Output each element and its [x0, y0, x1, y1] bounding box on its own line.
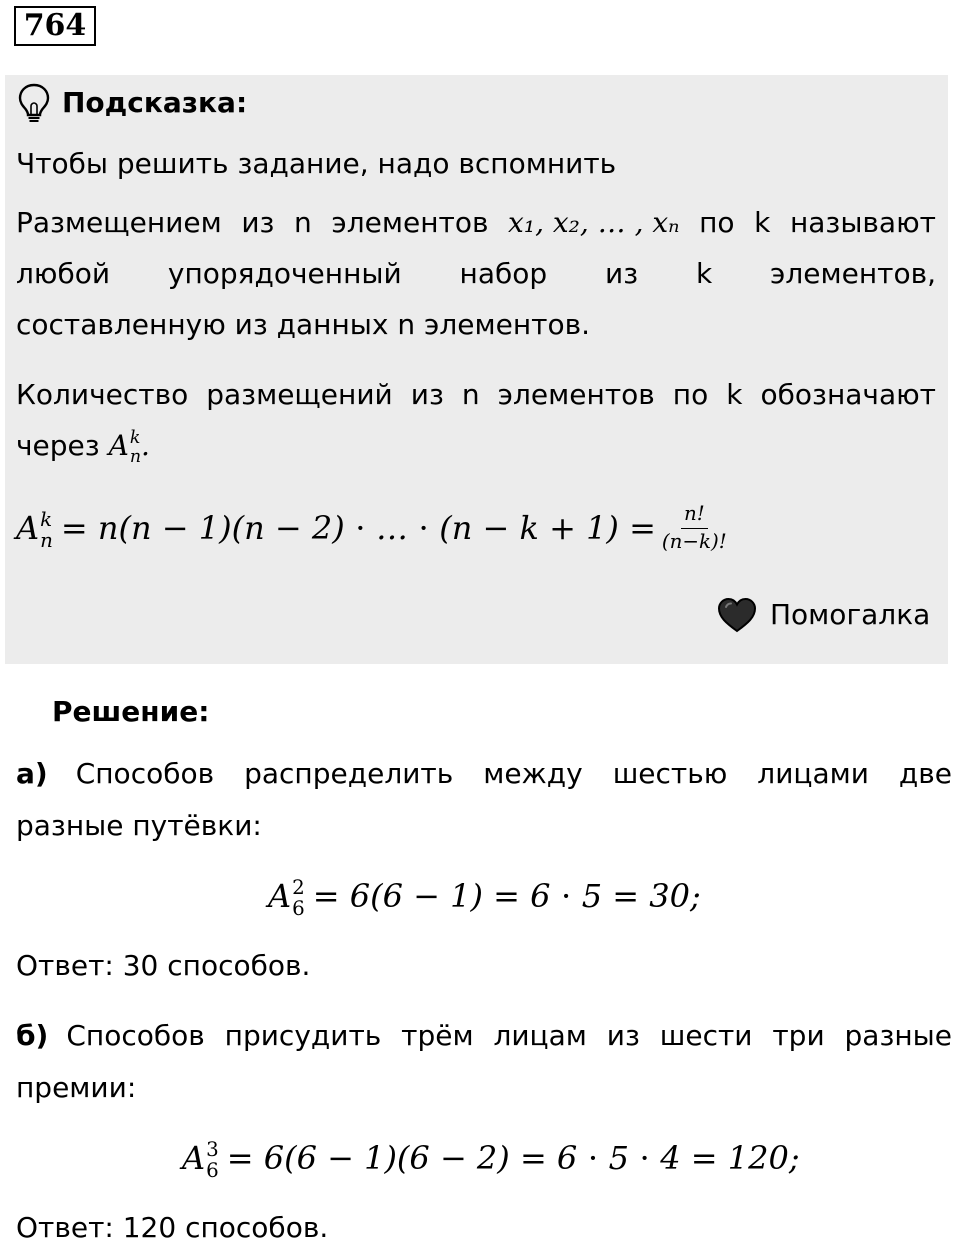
- part-a-text: Способов распределить между шестью лицами две: [75, 757, 952, 790]
- formula-body: = 6(6 − 1) = 6 ⋅ 5 = 30;: [312, 877, 701, 915]
- placement-formula: [16, 500, 727, 556]
- part-b-answer: Ответ: 120 способов.: [16, 1211, 329, 1244]
- part-a-line-2: разные путёвки:: [16, 809, 262, 842]
- definition-line-3: составленную из данных n элементов.: [16, 308, 590, 341]
- formula-symbol: A 3 6: [182, 1137, 219, 1182]
- part-a-formula: [268, 868, 701, 924]
- fraction-numerator: n!: [681, 502, 708, 529]
- hint-intro: Чтобы решить задание, надо вспомнить: [16, 147, 617, 180]
- definition-line-1: [16, 205, 936, 241]
- formula-symbol: A 2 6: [268, 875, 305, 920]
- def-word: из: [241, 206, 275, 239]
- formula-fraction: [662, 502, 727, 555]
- fraction-denominator: (n−k)!: [661, 529, 727, 553]
- hint-title: Подсказка:: [62, 86, 248, 119]
- placement-symbol: A k n .: [108, 428, 150, 467]
- part-a-answer: Ответ: 30 способов.: [16, 949, 311, 982]
- part-a-label: а): [16, 757, 48, 790]
- part-b-formula: [182, 1130, 800, 1186]
- lightbulb-icon: [16, 82, 52, 124]
- solution-title: Решение:: [52, 695, 210, 728]
- def-word: n: [294, 206, 312, 239]
- part-b-line-1: [16, 1018, 952, 1054]
- definition-line-2: любой упорядоченный набор из k элементов,: [16, 257, 936, 290]
- heart-icon: [716, 596, 758, 634]
- def-word: по: [699, 206, 735, 239]
- helper-label: Помогалка: [770, 598, 931, 631]
- def-variables: x₁, x₂, … , xₙ: [508, 206, 680, 239]
- part-b-label: б): [16, 1019, 49, 1052]
- task-number: 764: [14, 6, 96, 46]
- count-prefix: через: [16, 429, 100, 462]
- def-word: элементов: [331, 206, 489, 239]
- part-a-line-1: [16, 756, 952, 792]
- formula-symbol: A k n: [16, 507, 53, 552]
- def-word: называют: [789, 206, 936, 239]
- formula-body: = n(n − 1)(n − 2) ⋅ … ⋅ (n − k + 1) =: [60, 509, 656, 547]
- count-line-1: Количество размещений из n элементов по k обозначают: [16, 378, 936, 411]
- part-b-line-2: премии:: [16, 1071, 137, 1104]
- count-line-2: [16, 428, 150, 466]
- part-b-text: Способов присудить трём лицам из шести три разные: [66, 1019, 952, 1052]
- helper-link[interactable]: [716, 596, 930, 634]
- formula-body: = 6(6 − 1)(6 − 2) = 6 ⋅ 5 ⋅ 4 = 120;: [226, 1139, 800, 1177]
- def-word: Размещением: [16, 206, 222, 239]
- def-word: k: [754, 206, 771, 239]
